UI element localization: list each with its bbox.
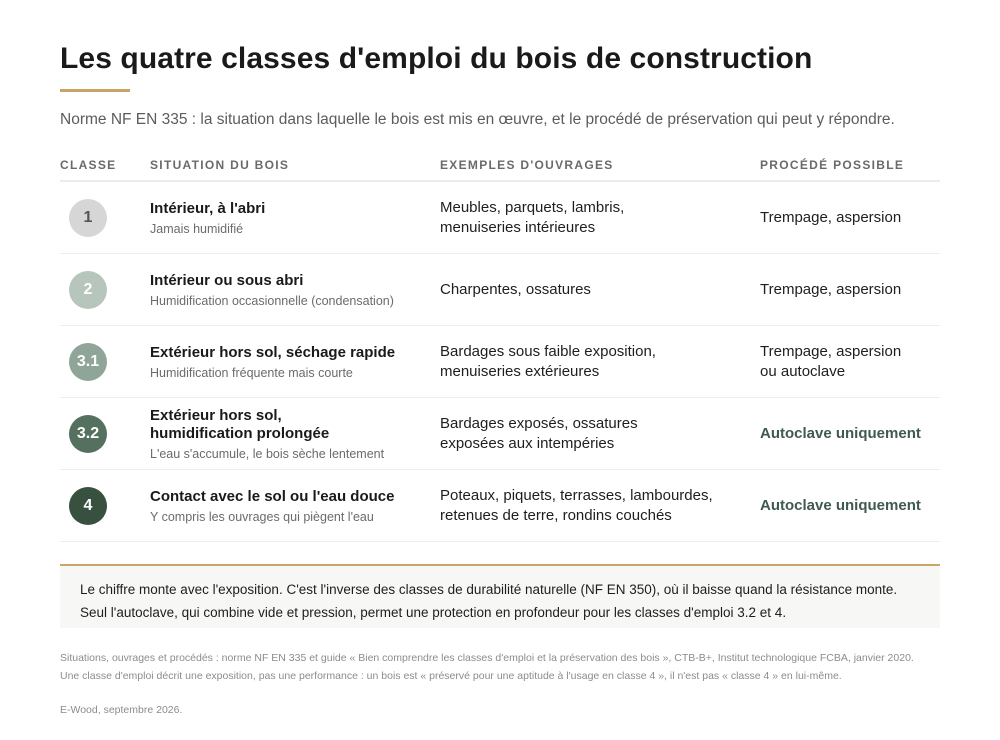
situation-cell [150,254,430,326]
table-header [60,152,940,182]
exemples-cell [440,470,740,542]
situation-title: Intérieur, à l'abri [150,199,266,217]
situation-description: Y compris les ouvrages qui piègent l'eau [150,509,374,524]
header-classe: CLASSE [60,158,117,172]
header-exemples: EXEMPLES D'OUVRAGES [440,158,614,172]
source-line-2: Une classe d'emploi décrit une exposition, pas une performance : un bois est « préservé pour une aptitude à l'usage en classe 4 », il n'est pas « classe 4 » en lui-même. [60,670,842,682]
situation-title: Extérieur hors sol, séchage rapide [150,343,396,361]
credit-line: E-Wood, septembre 2026. [60,704,183,716]
procede-text: Autoclave uniquement [760,425,921,442]
class-badge: 1 [69,199,107,237]
procede-cell [760,254,940,326]
exemples-cell [440,326,740,398]
page-subtitle: Norme NF EN 335 : la situation dans laquelle le bois est mis en œuvre, et le procédé de préservation qui peut y répondre. [60,111,895,128]
note-line-2: Seul l'autoclave, qui combine vide et pression, permet une protection en profondeur pour les classes d'emploi 3.2 et 4. [80,605,787,620]
procede-cell [760,470,940,542]
exemples-text: Bardages exposés, ossatures exposées aux intempéries [440,415,638,452]
class-badge: 3.1 [69,343,107,381]
table-row [60,182,940,254]
table-row [60,470,940,542]
exemples-text: Charpentes, ossatures [440,281,591,298]
situation-description: Humidification occasionnelle (condensation) [150,293,394,308]
exemples-text: Bardages sous faible exposition, menuiseries extérieures [440,343,656,380]
classes-table [60,152,940,542]
situation-description: Jamais humidifié [150,221,244,236]
situation-title: Intérieur ou sous abri [150,271,304,289]
class-badge: 3.2 [69,415,107,453]
situation-title: Extérieur hors sol, humidification prolongée [150,406,330,442]
procede-cell [760,398,940,470]
title-underline [60,89,130,92]
situation-title: Contact avec le sol ou l'eau douce [150,487,395,505]
source-footnote [60,649,914,685]
situation-cell [150,326,430,398]
page-title: Les quatre classes d'emploi du bois de construction [60,42,813,75]
situation-cell [150,182,430,254]
class-badge: 2 [69,271,107,309]
class-badge: 4 [69,487,107,525]
table-row [60,398,940,470]
header-situation: SITUATION DU BOIS [150,158,290,172]
exemples-cell [440,254,740,326]
procede-text: Trempage, aspersion [760,281,902,298]
exemples-text: Poteaux, piquets, terrasses, lambourdes, retenues de terre, rondins couchés [440,487,713,524]
procede-text: Trempage, aspersion [760,209,902,226]
situation-cell [150,398,430,470]
note-line-1: Le chiffre monte avec l'exposition. C'est l'inverse des classes de durabilité naturelle (NF EN 350), où il baisse quand la résistance monte. [80,582,898,597]
procede-cell [760,182,940,254]
procede-text: Autoclave uniquement [760,497,921,514]
procede-cell [760,326,940,398]
situation-cell [150,470,430,542]
situation-description: Humidification fréquente mais courte [150,365,353,380]
exemples-cell [440,398,740,470]
table-row [60,254,940,326]
exemples-cell [440,182,740,254]
exemples-text: Meubles, parquets, lambris, menuiseries intérieures [440,199,625,236]
note-box [60,564,940,628]
situation-description: L'eau s'accumule, le bois sèche lentement [150,446,385,461]
procede-text: Trempage, aspersion ou autoclave [760,343,902,380]
table-row [60,326,940,398]
source-line-1: Situations, ouvrages et procédés : norme NF EN 335 et guide « Bien comprendre les classes d'emploi et la préservation des bois », CTB-B+, Institut technologique FCBA, janvier 2020. [60,652,914,664]
header-procede: PROCÉDÉ POSSIBLE [760,158,905,172]
